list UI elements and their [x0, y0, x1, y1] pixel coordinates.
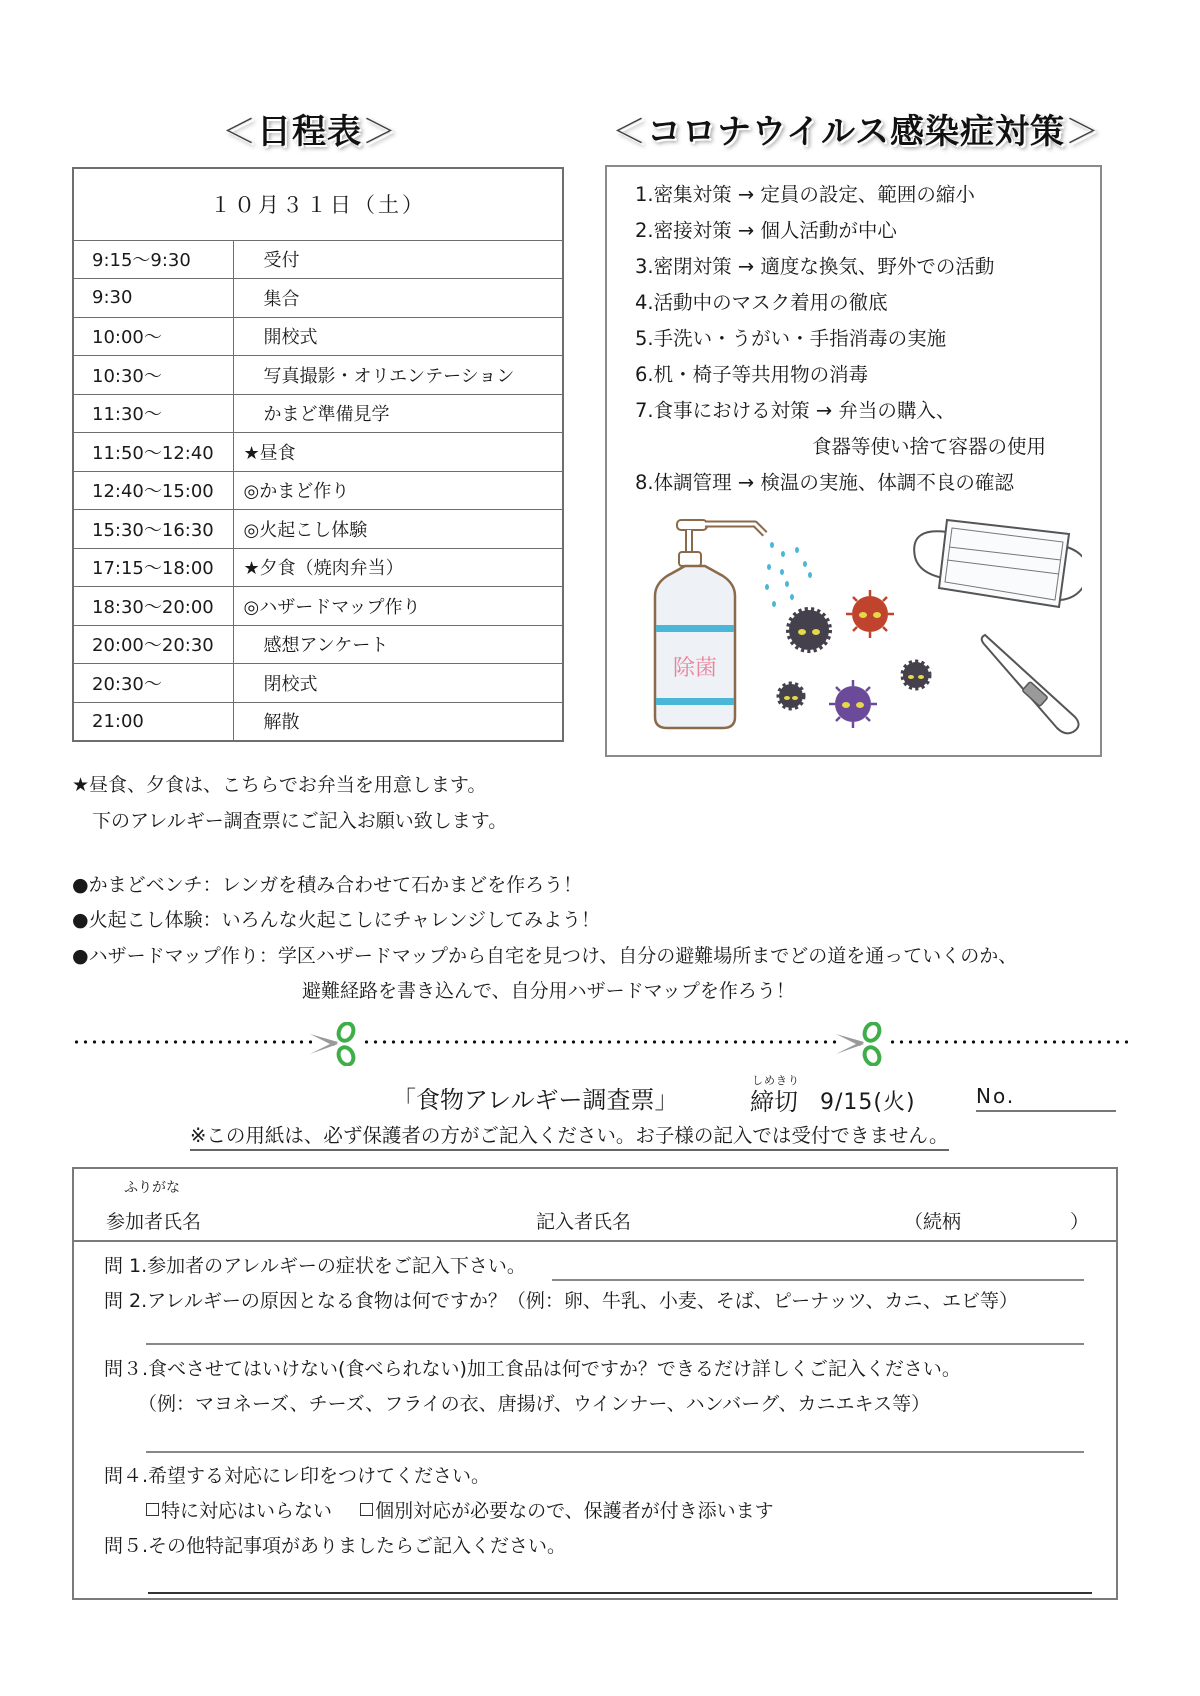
question-4: 問４.希望する対応にレ印をつけてください。	[104, 1465, 491, 1487]
sanitizer-bottle-icon	[655, 520, 765, 728]
question-3-example: （例：マヨネーズ、チーズ、フライの衣、唐揚げ、ウインナー、ハンバーグ、カニエキス等）	[138, 1393, 931, 1415]
cut-line-dotted	[888, 1040, 1128, 1044]
form-number-label: No.	[976, 1084, 1016, 1108]
schedule-time: 11:30～	[73, 394, 233, 433]
schedule-event: かまど準備見学	[233, 394, 563, 433]
schedule-time: 10:30～	[73, 356, 233, 395]
corona-measures-box	[605, 165, 1102, 757]
corona-item: 6.机・椅子等共用物の消毒	[635, 363, 869, 386]
schedule-row	[73, 471, 563, 510]
virus-icon	[829, 680, 877, 728]
activity-hazard-map: ●ハザードマップ作り：学区ハザードマップから自宅を見つけ、自分の避難場所までどの道を通っていくのか、	[72, 945, 1018, 967]
bottle-label: 除菌	[672, 656, 718, 681]
furigana-label: ふりがな	[124, 1180, 180, 1196]
corona-item: 7.食事における対策 → 弁当の購入、	[635, 399, 956, 422]
schedule-time: 12:40～15:00	[73, 471, 233, 510]
question-3-answer-line[interactable]	[146, 1451, 1084, 1453]
participant-name-field[interactable]	[224, 1173, 524, 1237]
schedule-time: 17:15～18:00	[73, 548, 233, 587]
schedule-time: 20:00～20:30	[73, 625, 233, 664]
schedule-row	[73, 356, 563, 395]
heading-bracket-close: ＞	[1064, 112, 1100, 152]
schedule-event: ★昼食	[233, 433, 563, 472]
meal-note-line1: ★昼食、夕食は、こちらでお弁当を用意します。	[72, 774, 487, 796]
question-2-answer-line[interactable]	[146, 1343, 1084, 1345]
corona-item: 3.密閉対策 → 適度な換気、野外での活動	[635, 255, 995, 278]
corona-heading-text: コロナウイルス感染症対策	[647, 112, 1065, 152]
schedule-time: 21:00	[73, 702, 233, 741]
question-1-answer-line[interactable]	[552, 1279, 1084, 1281]
virus-icon	[846, 590, 894, 638]
corona-item: 1.密集対策 → 定員の設定、範囲の縮小	[635, 183, 975, 206]
virus-icon	[779, 684, 803, 708]
virus-icon	[789, 610, 829, 650]
corona-item-continuation: 食器等使い捨て容器の使用	[812, 435, 1047, 458]
heading-bracket-open: ＜	[222, 112, 257, 152]
name-row	[74, 1169, 1116, 1242]
heading-bracket-close: ＞	[362, 112, 397, 152]
corona-item: 2.密接対策 → 個人活動が中心	[635, 219, 897, 242]
allergy-survey-title: 「食物アレルギー調査票」	[392, 1086, 679, 1114]
thermometer-icon	[982, 635, 1079, 733]
schedule-row	[73, 510, 563, 549]
schedule-event: 写真撮影・オリエンテーション	[233, 356, 563, 395]
hygiene-illustration	[627, 512, 1082, 747]
heading-bracket-open: ＜	[612, 112, 647, 152]
schedule-event: ◎火起こし体験	[233, 510, 563, 549]
corona-item: 4.活動中のマスク着用の徹底	[635, 291, 888, 314]
relationship-label: （続柄	[904, 1211, 962, 1233]
participant-name-label: 参加者氏名	[106, 1211, 202, 1233]
schedule-row	[73, 625, 563, 664]
activity-kamado-bench: ●かまどベンチ：レンガを積み合わせて石かまどを作ろう！	[72, 874, 583, 896]
schedule-event: 閉校式	[233, 664, 563, 703]
schedule-event: 集合	[233, 279, 563, 318]
deadline-label: 締切	[750, 1088, 798, 1116]
checkbox-label: 特に対応はいらない	[161, 1500, 333, 1522]
writer-name-field[interactable]	[644, 1199, 894, 1239]
schedule-time: 9:15～9:30	[73, 240, 233, 279]
checkbox-no-accommodation[interactable]	[146, 1496, 332, 1523]
schedule-event: ◎ハザードマップ作り	[233, 587, 563, 626]
schedule-table	[72, 167, 564, 742]
cut-line-dotted	[72, 1040, 312, 1044]
meal-note-line2: 下のアレルギー調査票にご記入お願い致します。	[92, 810, 508, 832]
corona-measures-list	[635, 177, 1046, 501]
corona-item: 8.体調管理 → 検温の実施、体調不良の確認	[635, 471, 1014, 494]
guardian-warning: ※この用紙は、必ず保護者の方がご記入ください。お子様の記入では受付できません。	[190, 1120, 949, 1151]
cut-line-dotted	[362, 1040, 838, 1044]
schedule-row	[73, 587, 563, 626]
schedule-date: １０月３１日（土）	[73, 168, 563, 240]
schedule-time: 15:30～16:30	[73, 510, 233, 549]
schedule-heading	[222, 104, 397, 153]
scissors-icon	[308, 1022, 360, 1066]
schedule-time: 9:30	[73, 279, 233, 318]
question-5-answer-line[interactable]	[148, 1592, 1092, 1594]
schedule-event: 解散	[233, 702, 563, 741]
schedule-time: 11:50～12:40	[73, 433, 233, 472]
deadline-ruby: しめきり	[752, 1074, 800, 1087]
corona-item: 5.手洗い・うがい・手指消毒の実施	[635, 327, 947, 350]
schedule-row	[73, 240, 563, 279]
schedule-event: 受付	[233, 240, 563, 279]
schedule-time: 20:30～	[73, 664, 233, 703]
question-4-options	[146, 1496, 796, 1523]
spray-droplets-icon	[765, 542, 812, 607]
schedule-event: ★夕食（焼肉弁当）	[233, 548, 563, 587]
checkbox-icon[interactable]	[360, 1503, 373, 1516]
face-mask-icon	[914, 520, 1082, 607]
allergy-survey-form	[72, 1167, 1118, 1600]
question-1: 問 1.参加者のアレルギーの症状をご記入下さい。	[104, 1255, 526, 1277]
schedule-heading-text: 日程表	[257, 112, 362, 152]
schedule-date-row	[73, 168, 563, 240]
schedule-time: 18:30～20:00	[73, 587, 233, 626]
virus-icon	[903, 662, 929, 688]
activity-hazard-map-cont: 避難経路を書き込んで、自分用ハザードマップを作ろう！	[302, 980, 795, 1002]
schedule-row	[73, 664, 563, 703]
question-5: 問５.その他特記事項がありましたらご記入ください。	[104, 1535, 567, 1557]
schedule-row	[73, 433, 563, 472]
schedule-row	[73, 702, 563, 741]
question-3: 問３.食べさせてはいけない(食べられない)加工食品は何ですか？できるだけ詳しくご記入ください。	[104, 1358, 961, 1380]
corona-heading	[612, 104, 1100, 153]
checkbox-guardian-attends[interactable]	[360, 1496, 774, 1523]
schedule-event: ◎かまど作り	[233, 471, 563, 510]
activity-fire-starting: ●火起こし体験：いろんな火起こしにチャレンジしてみよう！	[72, 909, 601, 931]
schedule-time: 10:00～	[73, 317, 233, 356]
schedule-row	[73, 548, 563, 587]
relationship-close-paren: ）	[1070, 1211, 1090, 1233]
checkbox-label: 個別対応が必要なので、保護者が付き添います	[375, 1500, 774, 1522]
relationship-field[interactable]	[974, 1199, 1066, 1239]
schedule-event: 感想アンケート	[233, 625, 563, 664]
question-2: 問 2.アレルギーの原因となる食物は何ですか？（例：卵、牛乳、小麦、そば、ピーナッツ、カニ、エビ等）	[104, 1290, 1019, 1312]
form-number-field[interactable]	[976, 1084, 1116, 1112]
writer-name-label: 記入者氏名	[536, 1211, 632, 1233]
schedule-row	[73, 317, 563, 356]
schedule-event: 開校式	[233, 317, 563, 356]
schedule-row	[73, 279, 563, 318]
checkbox-icon[interactable]	[146, 1503, 159, 1516]
scissors-icon	[834, 1022, 886, 1066]
deadline-date: 9/15(火)	[820, 1090, 916, 1115]
schedule-row	[73, 394, 563, 433]
